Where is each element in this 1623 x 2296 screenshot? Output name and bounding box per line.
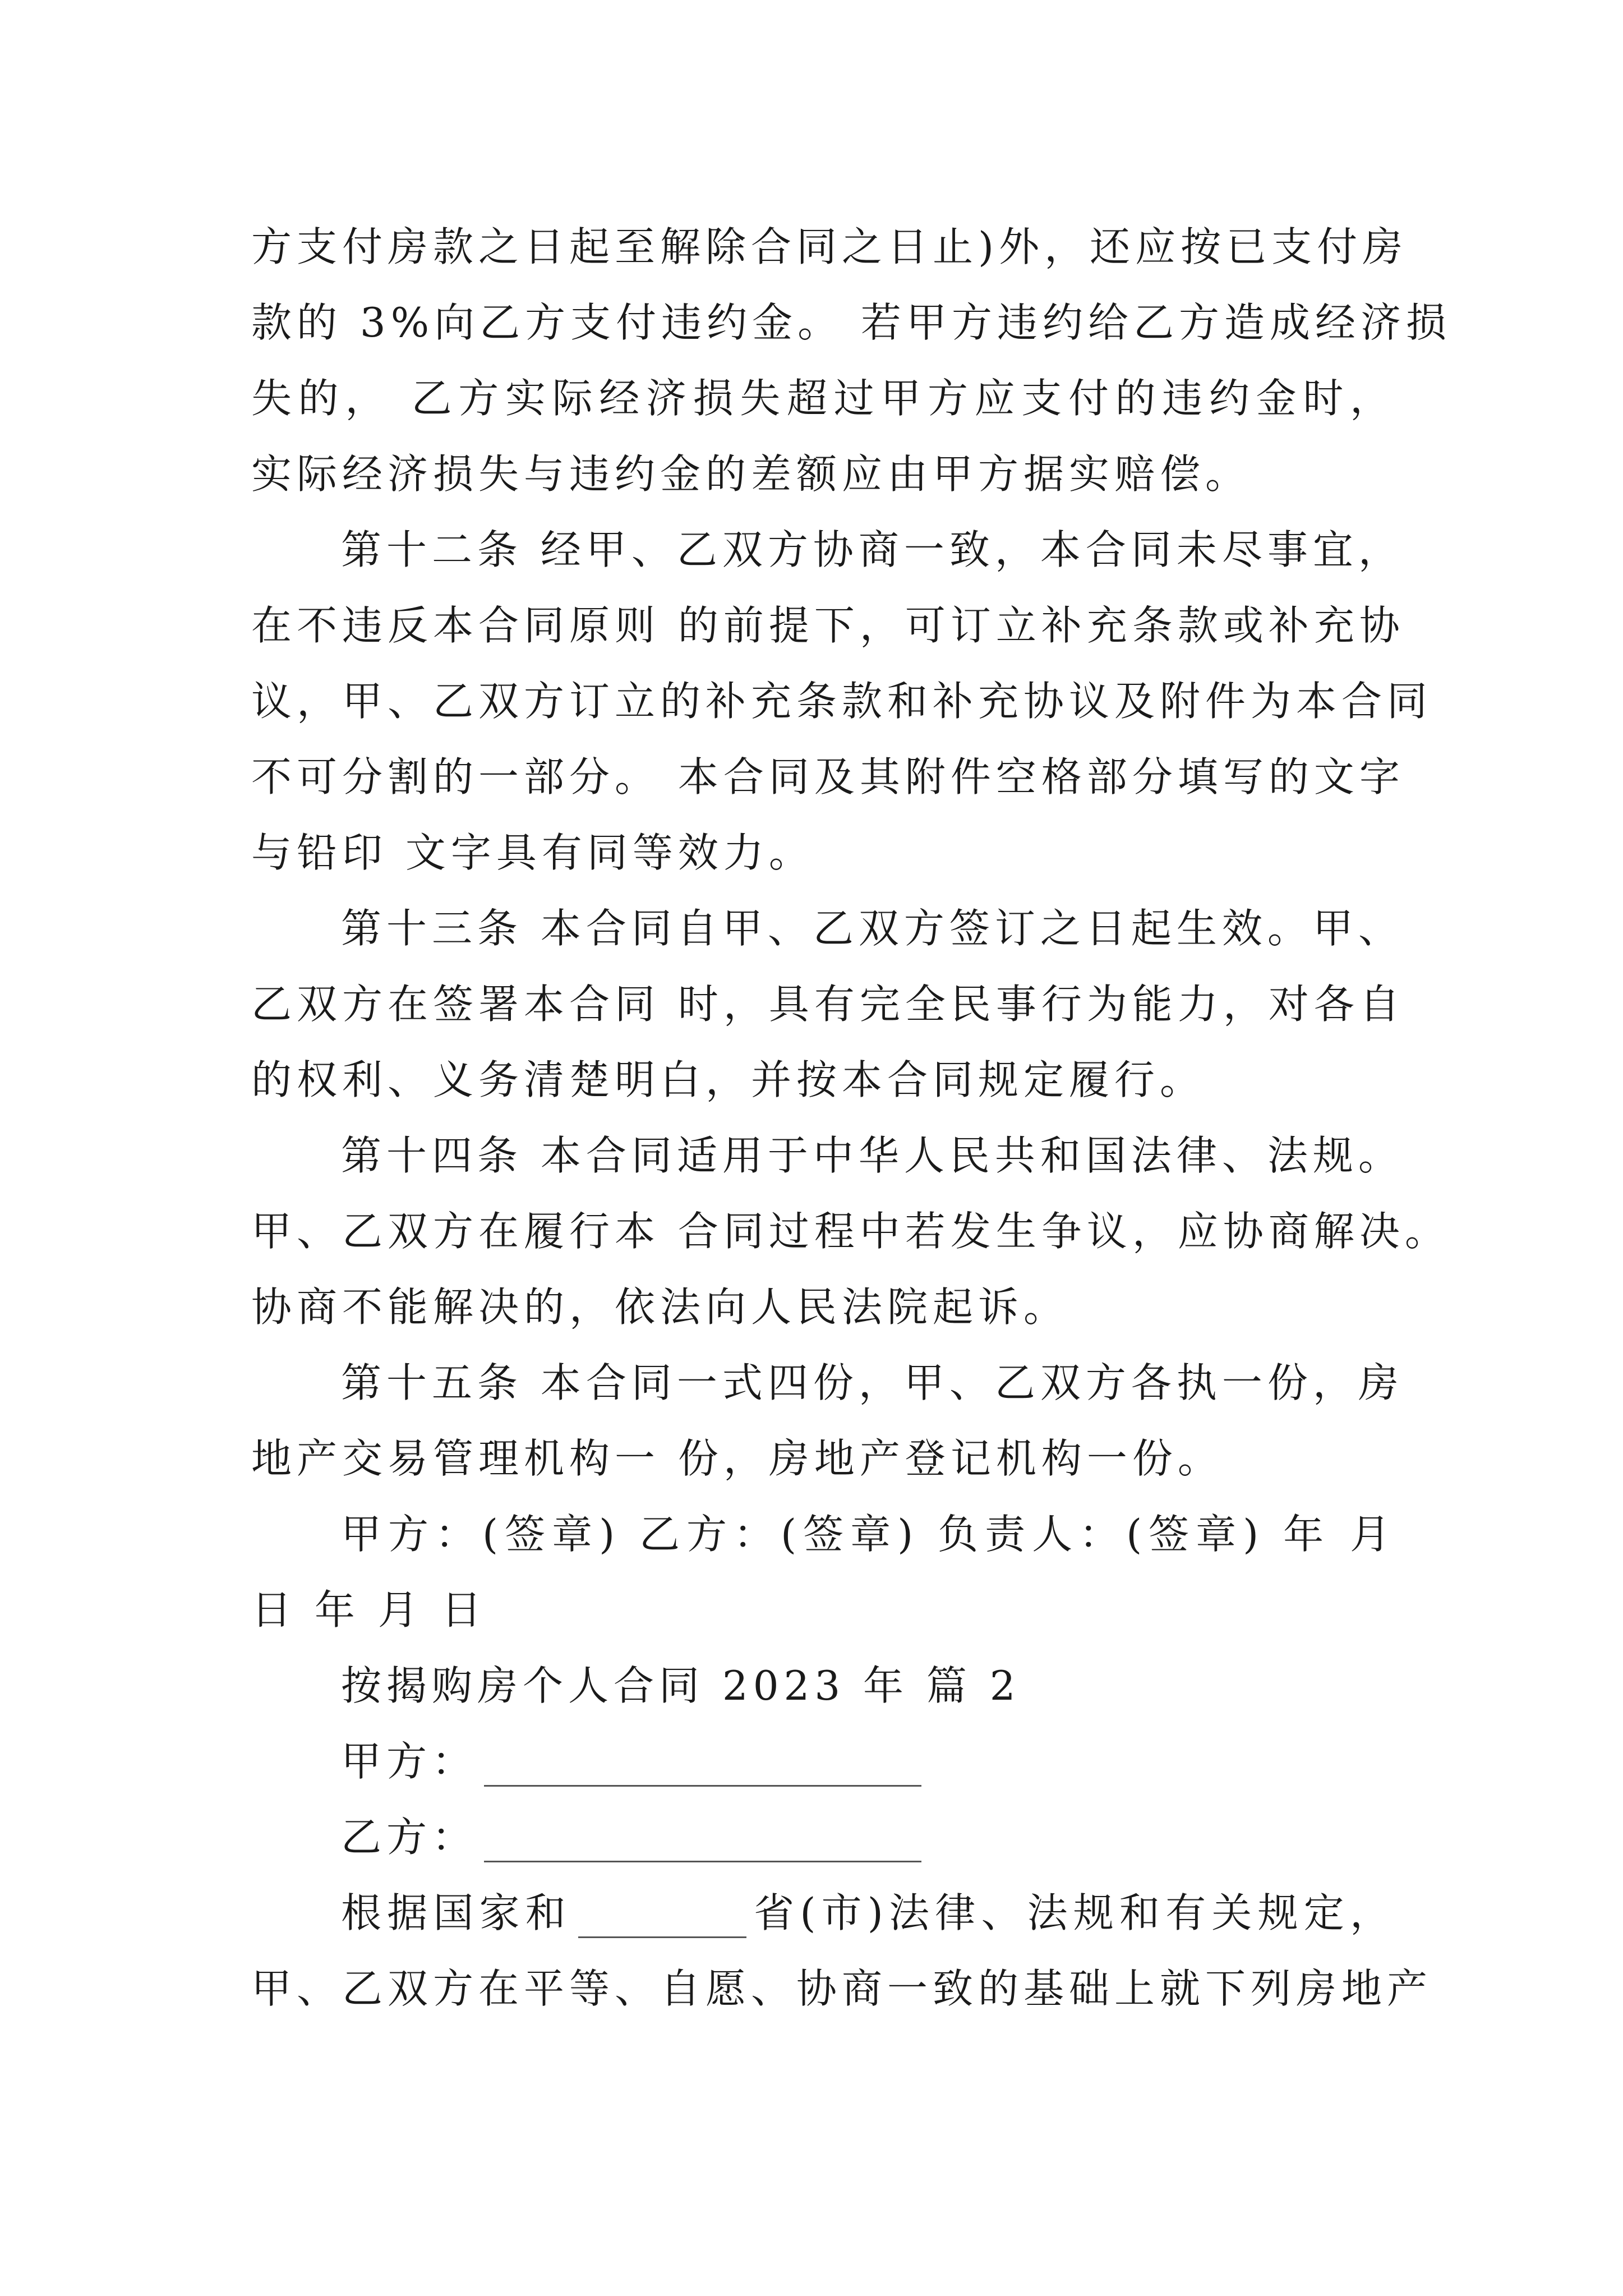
basis-line bbox=[341, 1888, 1395, 1938]
body-line: 款的 3%向乙方支付违约金。 若甲方违约给乙方造成经济损 bbox=[251, 299, 1451, 346]
section-title: 按揭购房个人合同 2023 年 篇 2 bbox=[341, 1662, 1021, 1709]
body-line: 不可分割的一部分。 本合同及其附件空格部分填写的文字 bbox=[251, 753, 1405, 800]
party-a-label: 甲方： bbox=[341, 1738, 478, 1785]
basis-suffix: 省(市)法律、法规和有关规定， bbox=[753, 1889, 1395, 1936]
body-line: 实际经济损失与违约金的差额应由甲方据实赔偿。 bbox=[251, 450, 1251, 498]
province-blank[interactable] bbox=[578, 1897, 746, 1938]
article-15-heading-line: 第十五条 本合同一式四份，甲、乙双方各执一份，房 bbox=[341, 1359, 1404, 1406]
article-12-heading-line: 第十二条 经甲、乙双方协商一致，本合同未尽事宜， bbox=[341, 526, 1404, 573]
article-13-heading-line: 第十三条 本合同自甲、乙双方签订之日起生效。甲、 bbox=[341, 905, 1404, 952]
body-line: 失的， 乙方实际经济损失超过甲方应支付的违约金时， bbox=[251, 375, 1395, 422]
body-line: 在不违反本合同原则 的前提下，可订立补充条款或补充协 bbox=[251, 602, 1405, 649]
party-b-line bbox=[341, 1812, 1395, 1862]
body-line: 方支付房款之日起至解除合同之日止)外，还应按已支付房 bbox=[251, 223, 1408, 270]
body-line: 甲、乙双方在平等、自愿、协商一致的基础上就下列房地产 bbox=[251, 1965, 1433, 2012]
party-a-blank[interactable] bbox=[484, 1746, 921, 1787]
party-b-blank[interactable] bbox=[484, 1821, 921, 1862]
body-line: 议，甲、乙双方订立的补充条款和补充协议及附件为本合同 bbox=[251, 678, 1433, 725]
body-line: 地产交易管理机构一 份，房地产登记机构一份。 bbox=[251, 1435, 1223, 1482]
party-b-label: 乙方： bbox=[341, 1814, 478, 1861]
body-line: 协商不能解决的，依法向人民法院起诉。 bbox=[251, 1283, 1069, 1331]
basis-prefix: 根据国家和 bbox=[341, 1889, 571, 1936]
article-14-heading-line: 第十四条 本合同适用于中华人民共和国法律、法规。 bbox=[341, 1132, 1404, 1179]
body-line: 甲、乙双方在履行本 合同过程中若发生争议，应协商解决。 bbox=[251, 1208, 1450, 1255]
body-line: 乙双方在签署本合同 时，具有完全民事行为能力，对各自 bbox=[251, 981, 1405, 1028]
signature-date-line: 日 年 月 日 bbox=[251, 1586, 487, 1634]
signature-line: 甲方：(签章) 乙方：(签章) 负责人：(签章) 年 月 bbox=[341, 1511, 1395, 1558]
party-a-line bbox=[341, 1736, 1395, 1787]
body-line: 与铅印 文字具有同等效力。 bbox=[251, 829, 814, 876]
body-line: 的权利、义务清楚明白，并按本合同规定履行。 bbox=[251, 1056, 1206, 1103]
